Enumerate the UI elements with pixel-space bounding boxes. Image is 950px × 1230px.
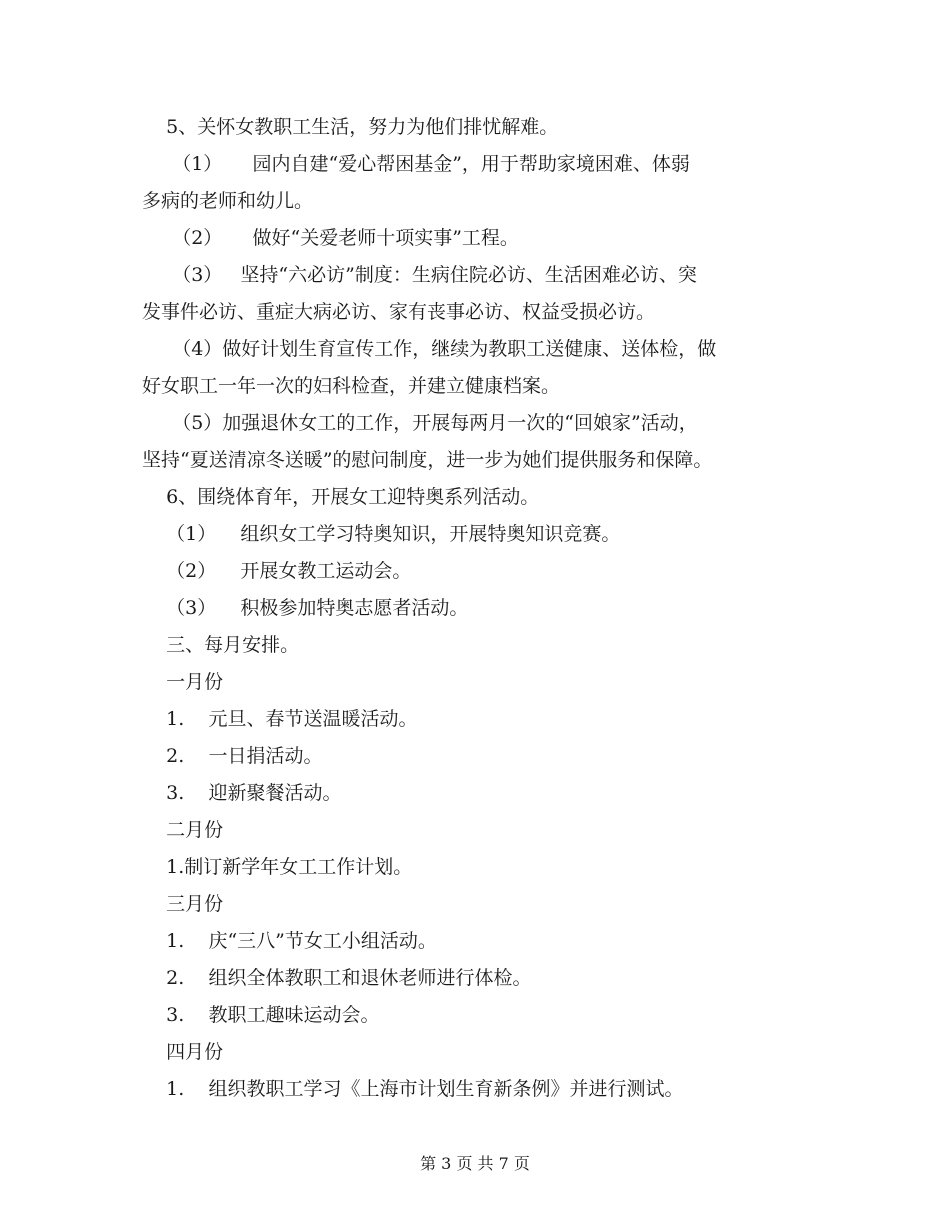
text-line: （1） 组织女工学习特奥知识，开展特奥知识竞赛。	[142, 523, 621, 545]
text-line: 三、每月安排。	[142, 634, 300, 656]
text-line: 2. 一日捐活动。	[142, 745, 323, 767]
text-line: 1.制订新学年女工工作计划。	[142, 856, 413, 878]
text-line: （2） 开展女教工运动会。	[142, 560, 412, 582]
text-line: 三月份	[142, 893, 224, 915]
text-line: （3） 积极参加特奥志愿者活动。	[142, 597, 469, 619]
text-line: 1. 庆“三八”节女工小组活动。	[142, 930, 437, 952]
text-line: 多病的老师和幼儿。	[142, 190, 314, 212]
text-line: （2） 做好“关爱老师十项实事”工程。	[142, 227, 519, 249]
text-line: 1. 元旦、春节送温暖活动。	[142, 708, 418, 730]
page-footer: 第 3 页 共 7 页	[420, 1154, 530, 1173]
text-line: 6、围绕体育年，开展女工迎特奥系列活动。	[142, 486, 540, 508]
text-line: 二月份	[142, 819, 224, 841]
text-line: 坚持“夏送清凉冬送暖”的慰问制度，进一步为她们提供服务和保障。	[142, 449, 713, 471]
text-line: 3. 教职工趣味运动会。	[142, 1004, 380, 1026]
text-line: 四月份	[142, 1041, 224, 1063]
text-line: 3. 迎新聚餐活动。	[142, 782, 342, 804]
text-line: 2. 组织全体教职工和退休老师进行体检。	[142, 967, 532, 989]
text-line: （4）做好计划生育宣传工作，继续为教职工送健康、送体检，做	[142, 338, 717, 360]
text-line: 发事件必访、重症大病必访、家有丧事必访、权益受损必访。	[142, 301, 656, 323]
text-line: （3） 坚持“六必访”制度：生病住院必访、生活困难必访、突	[142, 264, 697, 286]
text-line: 一月份	[142, 671, 224, 693]
text-line: 好女职工一年一次的妇科检查，并建立健康档案。	[142, 375, 561, 397]
text-line: 5、关怀女教职工生活，努力为他们排忧解难。	[142, 116, 559, 138]
text-line: （1） 园内自建“爱心帮困基金”，用于帮助家境困难、体弱	[142, 153, 690, 175]
text-line: 1. 组织教职工学习《上海市计划生育新条例》并进行测试。	[142, 1078, 684, 1100]
text-line: （5）加强退休女工的工作，开展每两月一次的“回娘家”活动，	[142, 412, 698, 434]
